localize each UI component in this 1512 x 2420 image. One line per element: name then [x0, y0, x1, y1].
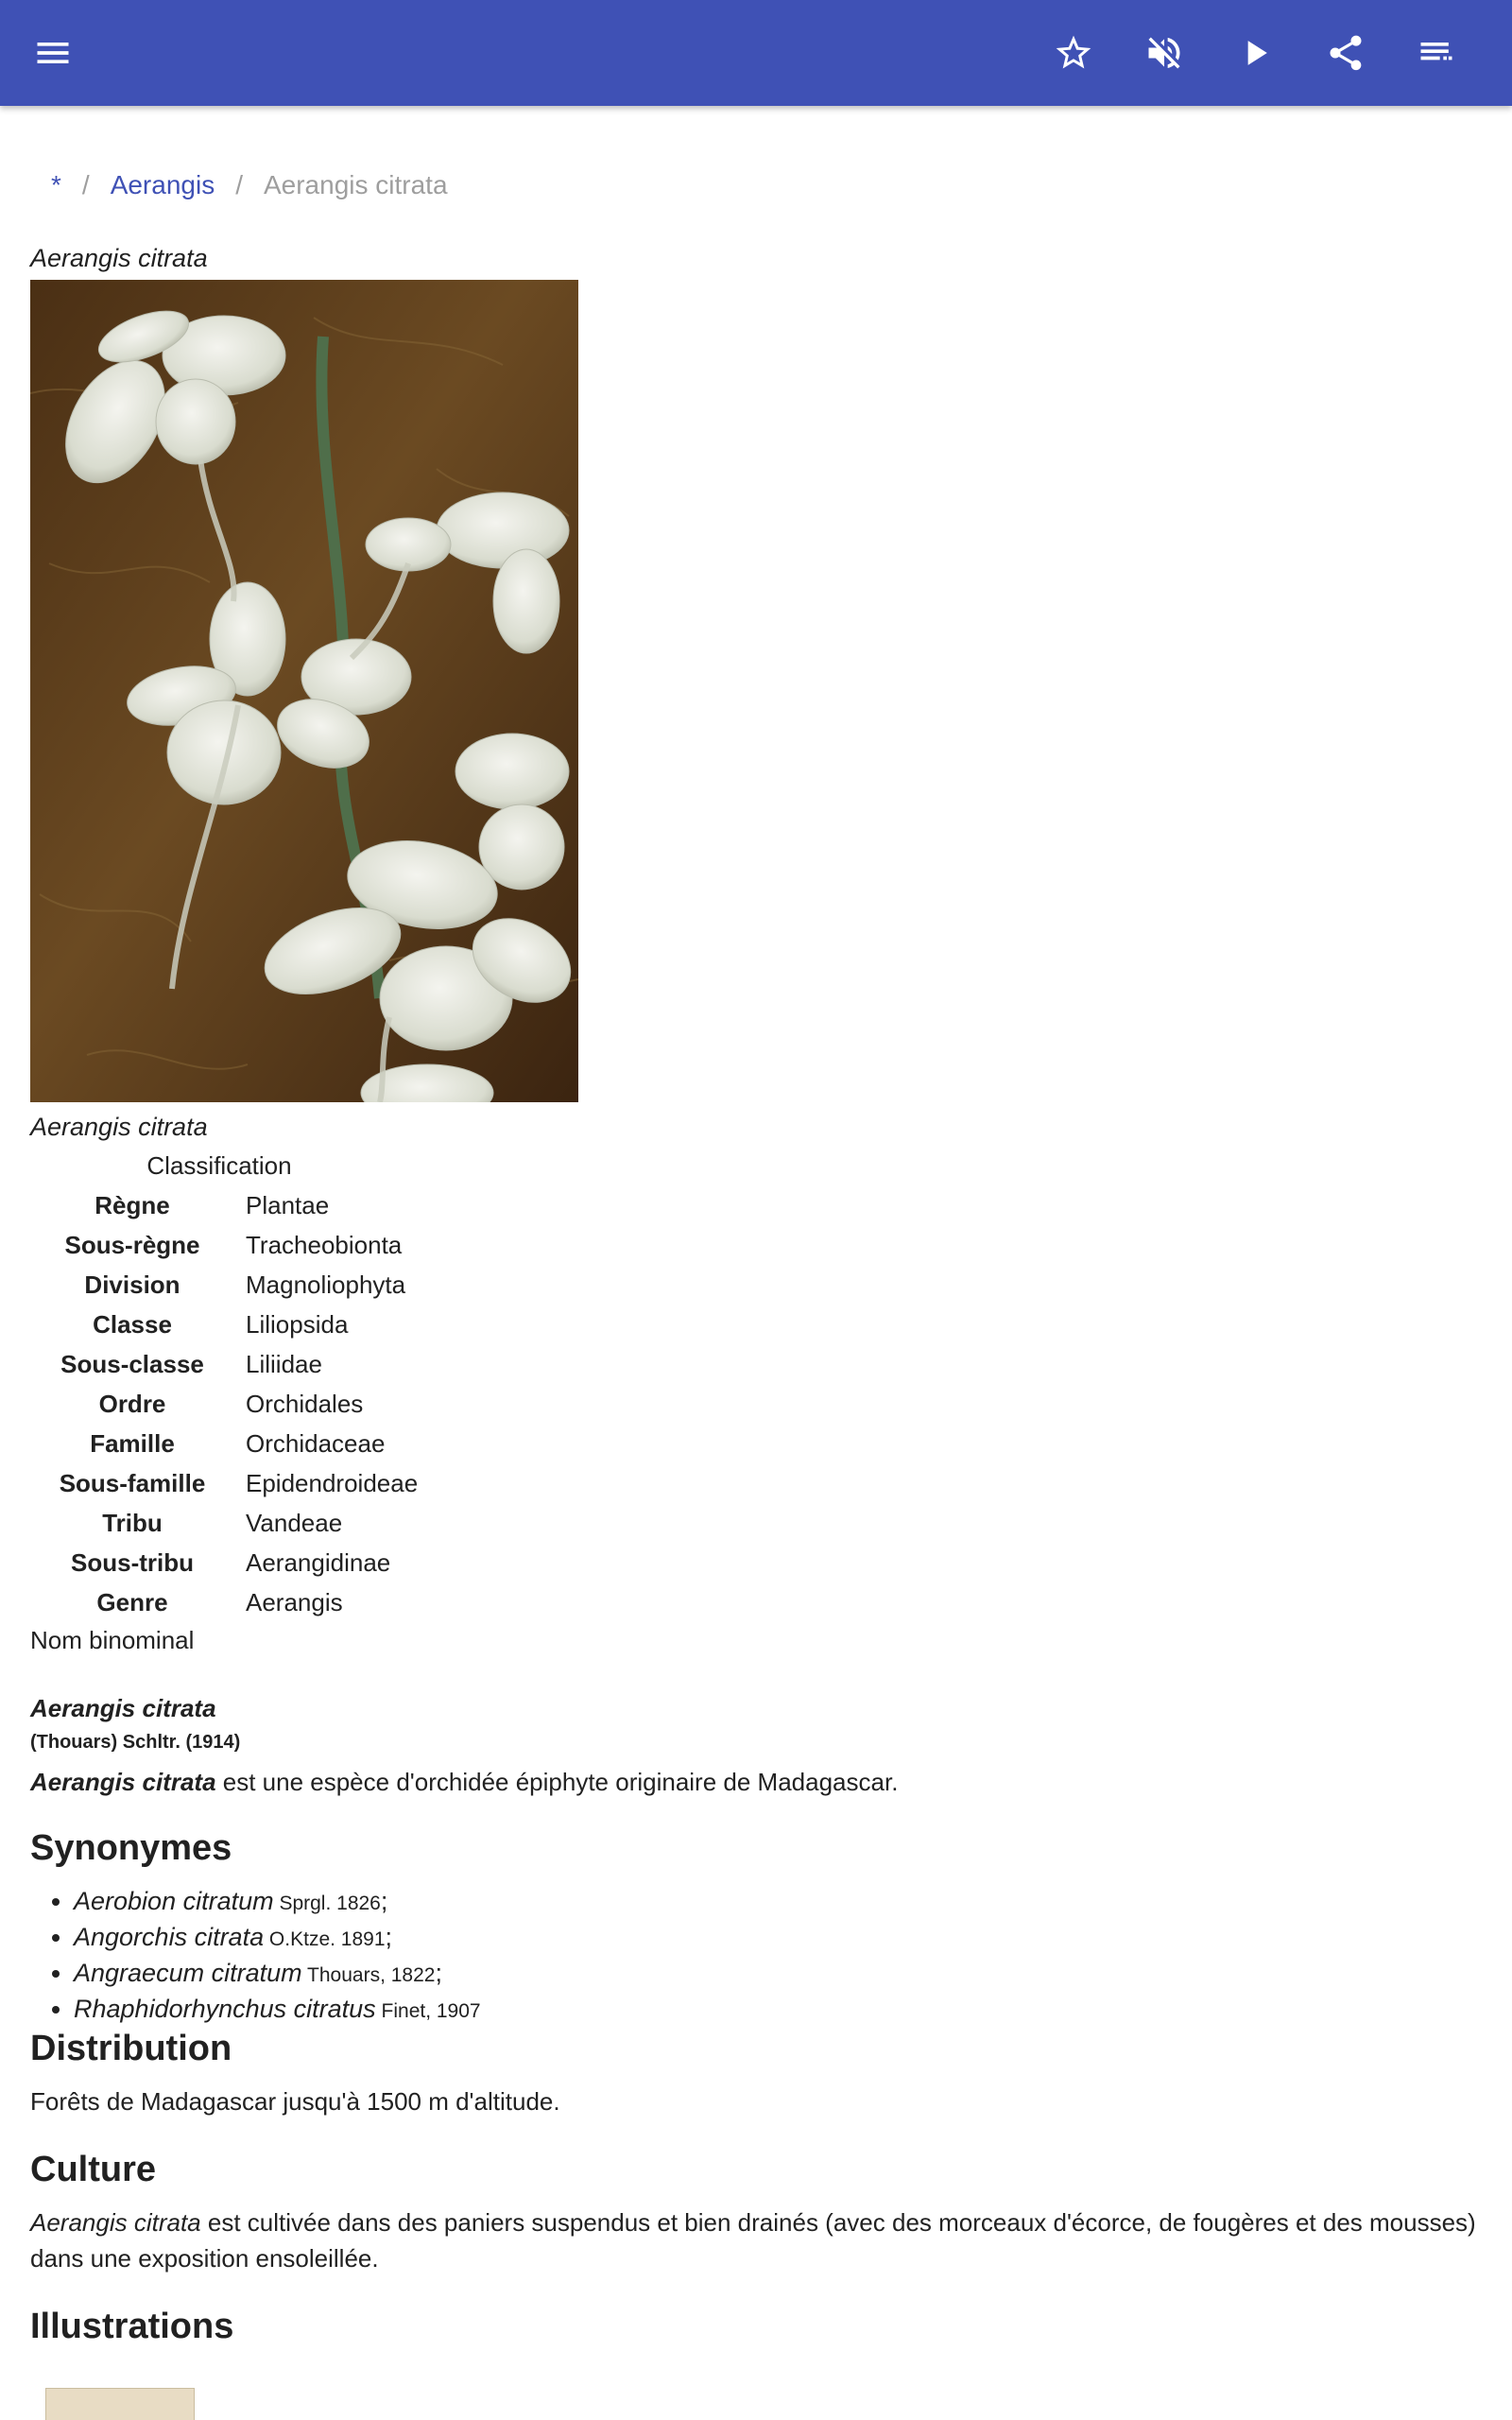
breadcrumb [51, 170, 448, 200]
binomial-name: Aerangis citrata [30, 1694, 216, 1722]
synonym-name: Aerobion citratum [74, 1887, 274, 1915]
classification-rank: Genre [96, 1588, 168, 1616]
breadcrumb-root-link[interactable]: * [51, 170, 61, 199]
list-item [74, 1883, 481, 1919]
classification-value: Aerangis [246, 1588, 343, 1616]
classification-rank: Sous-classe [60, 1350, 204, 1378]
culture-heading: Culture [30, 2150, 156, 2189]
classification-row [30, 1225, 446, 1265]
synonym-author: O.Ktze. 1891 [264, 1928, 386, 1950]
classification-row [30, 1305, 446, 1344]
intro-text: est une espèce d'orchidée épiphyte originaire de Madagascar. [215, 1768, 899, 1796]
synonym-name: Angorchis citrata [74, 1923, 265, 1951]
classification-row [30, 1503, 446, 1543]
list-item [74, 1955, 481, 1991]
distribution-heading: Distribution [30, 2029, 232, 2068]
synonyms-heading: Synonymes [30, 1828, 232, 1868]
species-name: Aerangis citrata [30, 2208, 201, 2237]
orchid-photo-image [30, 280, 578, 1102]
classification-value: Liliopsida [246, 1310, 349, 1339]
mute-button[interactable] [1134, 23, 1194, 83]
playlist-icon [1416, 32, 1457, 74]
illustration-thumbnail[interactable] [45, 2388, 195, 2420]
breadcrumb-genus-link[interactable]: Aerangis [110, 170, 215, 199]
classification-row [30, 1384, 446, 1424]
list-item [74, 1991, 481, 2027]
infobox-image-caption: Aerangis citrata [30, 1113, 208, 1141]
play-icon [1234, 32, 1276, 74]
classification-row [30, 1265, 446, 1305]
favorite-button[interactable] [1043, 23, 1104, 83]
list-item [74, 1919, 481, 1955]
share-button[interactable] [1315, 23, 1376, 83]
classification-value: Liliidae [246, 1350, 322, 1378]
synonym-author: Thouars, 1822 [301, 1964, 436, 1986]
classification-value: Epidendroideae [246, 1469, 419, 1497]
classification-row [30, 1582, 446, 1622]
menu-icon [32, 32, 74, 74]
species-name: Aerangis citrata [30, 1768, 216, 1796]
app-bar [0, 0, 1512, 106]
synonym-punctuation: ; [435, 1959, 442, 1987]
synonym-name: Angraecum citratum [74, 1959, 302, 1987]
classification-table [30, 1146, 446, 1622]
distribution-paragraph: Forêts de Madagascar jusqu'à 1500 m d'altitude. [30, 2087, 560, 2116]
classification-row [30, 1185, 446, 1225]
synonym-author: Finet, 1907 [375, 2000, 481, 2022]
classification-heading: Classification [146, 1151, 292, 1180]
synonym-punctuation: ; [380, 1887, 388, 1915]
synonyms-list [74, 1883, 481, 2027]
play-button[interactable] [1225, 23, 1285, 83]
classification-value: Aerangidinae [246, 1548, 391, 1577]
breadcrumb-current: Aerangis citrata [263, 170, 448, 199]
classification-rank: Sous-tribu [71, 1548, 194, 1577]
classification-value: Plantae [246, 1191, 330, 1219]
volume-off-icon [1143, 32, 1185, 74]
classification-row [30, 1424, 446, 1463]
classification-rank: Tribu [102, 1509, 163, 1537]
classification-rank: Sous-règne [64, 1231, 200, 1259]
classification-rank: Division [84, 1270, 180, 1299]
classification-rank: Sous-famille [59, 1469, 206, 1497]
classification-value: Orchidales [246, 1390, 364, 1418]
classification-value: Vandeae [246, 1509, 343, 1537]
classification-value: Magnoliophyta [246, 1270, 406, 1299]
breadcrumb-separator: / [235, 170, 243, 199]
classification-rank: Règne [94, 1191, 170, 1219]
breadcrumb-separator: / [81, 170, 90, 199]
infobox-title: Aerangis citrata [30, 244, 208, 272]
classification-row [30, 1543, 446, 1582]
intro-paragraph [30, 1764, 1482, 1800]
classification-rank: Famille [90, 1429, 175, 1458]
culture-text: est cultivée dans des paniers suspendus et bien drainés (avec des morceaux d'écorce, de fougères et des mousses) dans une exposition ensoleillée. [30, 2208, 1476, 2273]
synonym-name: Rhaphidorhynchus citratus [74, 1995, 376, 2023]
species-photo[interactable] [30, 280, 578, 1102]
classification-rank: Classe [93, 1310, 172, 1339]
classification-row [30, 1463, 446, 1503]
classification-value: Orchidaceae [246, 1429, 386, 1458]
binomial-label: Nom binominal [30, 1626, 195, 1654]
star-outline-icon [1053, 32, 1094, 74]
classification-row [30, 1344, 446, 1384]
share-icon [1325, 32, 1366, 74]
classification-rank: Ordre [98, 1390, 166, 1418]
culture-paragraph [30, 2204, 1476, 2276]
classification-value: Tracheobionta [246, 1231, 403, 1259]
menu-button[interactable] [23, 23, 83, 83]
synonym-punctuation: ; [385, 1923, 393, 1951]
synonym-author: Sprgl. 1826 [273, 1893, 381, 1914]
binomial-authority: (Thouars) Schltr. (1914) [30, 1732, 241, 1753]
playlist-button[interactable] [1406, 23, 1467, 83]
illustrations-heading: Illustrations [30, 2307, 234, 2346]
